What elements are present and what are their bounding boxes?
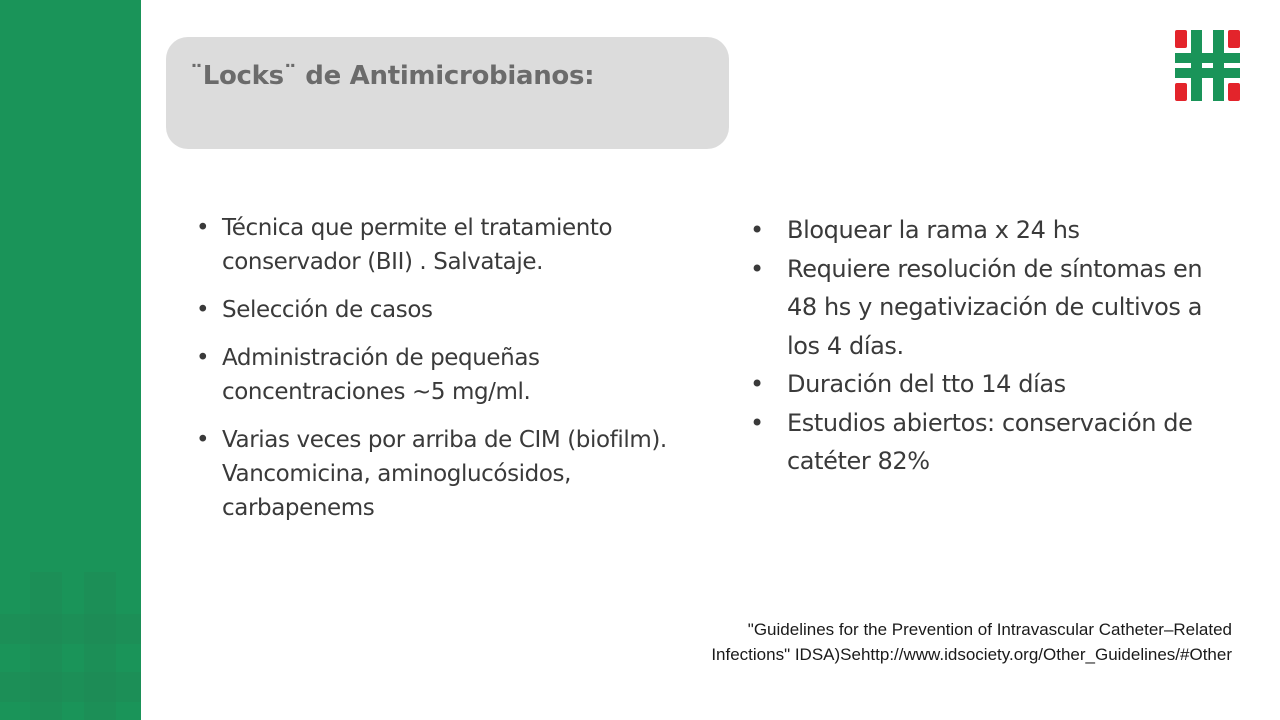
- source-citation-line: Infections" IDSA)Sehttp://www.idsociety.org/Other_Guidelines/#Other: [711, 645, 1232, 664]
- source-citation-line: "Guidelines for the Prevention of Intravascular Catheter–Related: [747, 620, 1232, 639]
- right-bullet-list: [750, 211, 1230, 481]
- list-item-text: Duración del tto 14 días: [787, 370, 1066, 398]
- bullet-icon: •: [196, 297, 210, 323]
- source-citation: [532, 617, 1232, 667]
- side-band: [0, 0, 141, 720]
- slide-title: ¨Locks¨ de Antimicrobianos:: [190, 61, 595, 91]
- list-item-text: Bloquear la rama x 24 hs: [787, 216, 1080, 244]
- cross-pattern-decoration: [0, 572, 141, 720]
- list-item-text: Varias veces por arriba de CIM (biofilm). Vancomicina, aminoglucósidos, carbapenems: [222, 427, 667, 521]
- bullet-icon: •: [196, 215, 210, 241]
- hospital-cross-logo: [1174, 29, 1241, 102]
- list-item: [750, 250, 1230, 366]
- bullet-icon: •: [750, 254, 764, 283]
- title-box: [166, 37, 729, 149]
- bullet-icon: •: [196, 345, 210, 371]
- bullet-icon: •: [750, 408, 764, 437]
- list-item: [750, 365, 1230, 404]
- left-bullet-list: [196, 211, 706, 539]
- bullet-icon: •: [750, 216, 764, 244]
- list-item: [196, 293, 706, 327]
- list-item-text: Técnica que permite el tratamiento conservador (BII) . Salvataje.: [222, 215, 613, 275]
- list-item: [750, 211, 1230, 250]
- list-item-text: Estudios abiertos: conservación de catéter 82%: [787, 408, 1193, 475]
- list-item-text: Requiere resolución de síntomas en 48 hs y negativización de cultivos a los 4 días.: [787, 254, 1203, 360]
- bullet-icon: •: [750, 370, 764, 398]
- list-item: [750, 404, 1230, 481]
- list-item: [196, 211, 706, 279]
- list-item-text: Administración de pequeñas concentraciones ~5 mg/ml.: [222, 345, 540, 405]
- list-item-text: Selección de casos: [222, 297, 433, 323]
- list-item: [196, 341, 706, 409]
- list-item: [196, 423, 706, 525]
- bullet-icon: •: [196, 427, 210, 453]
